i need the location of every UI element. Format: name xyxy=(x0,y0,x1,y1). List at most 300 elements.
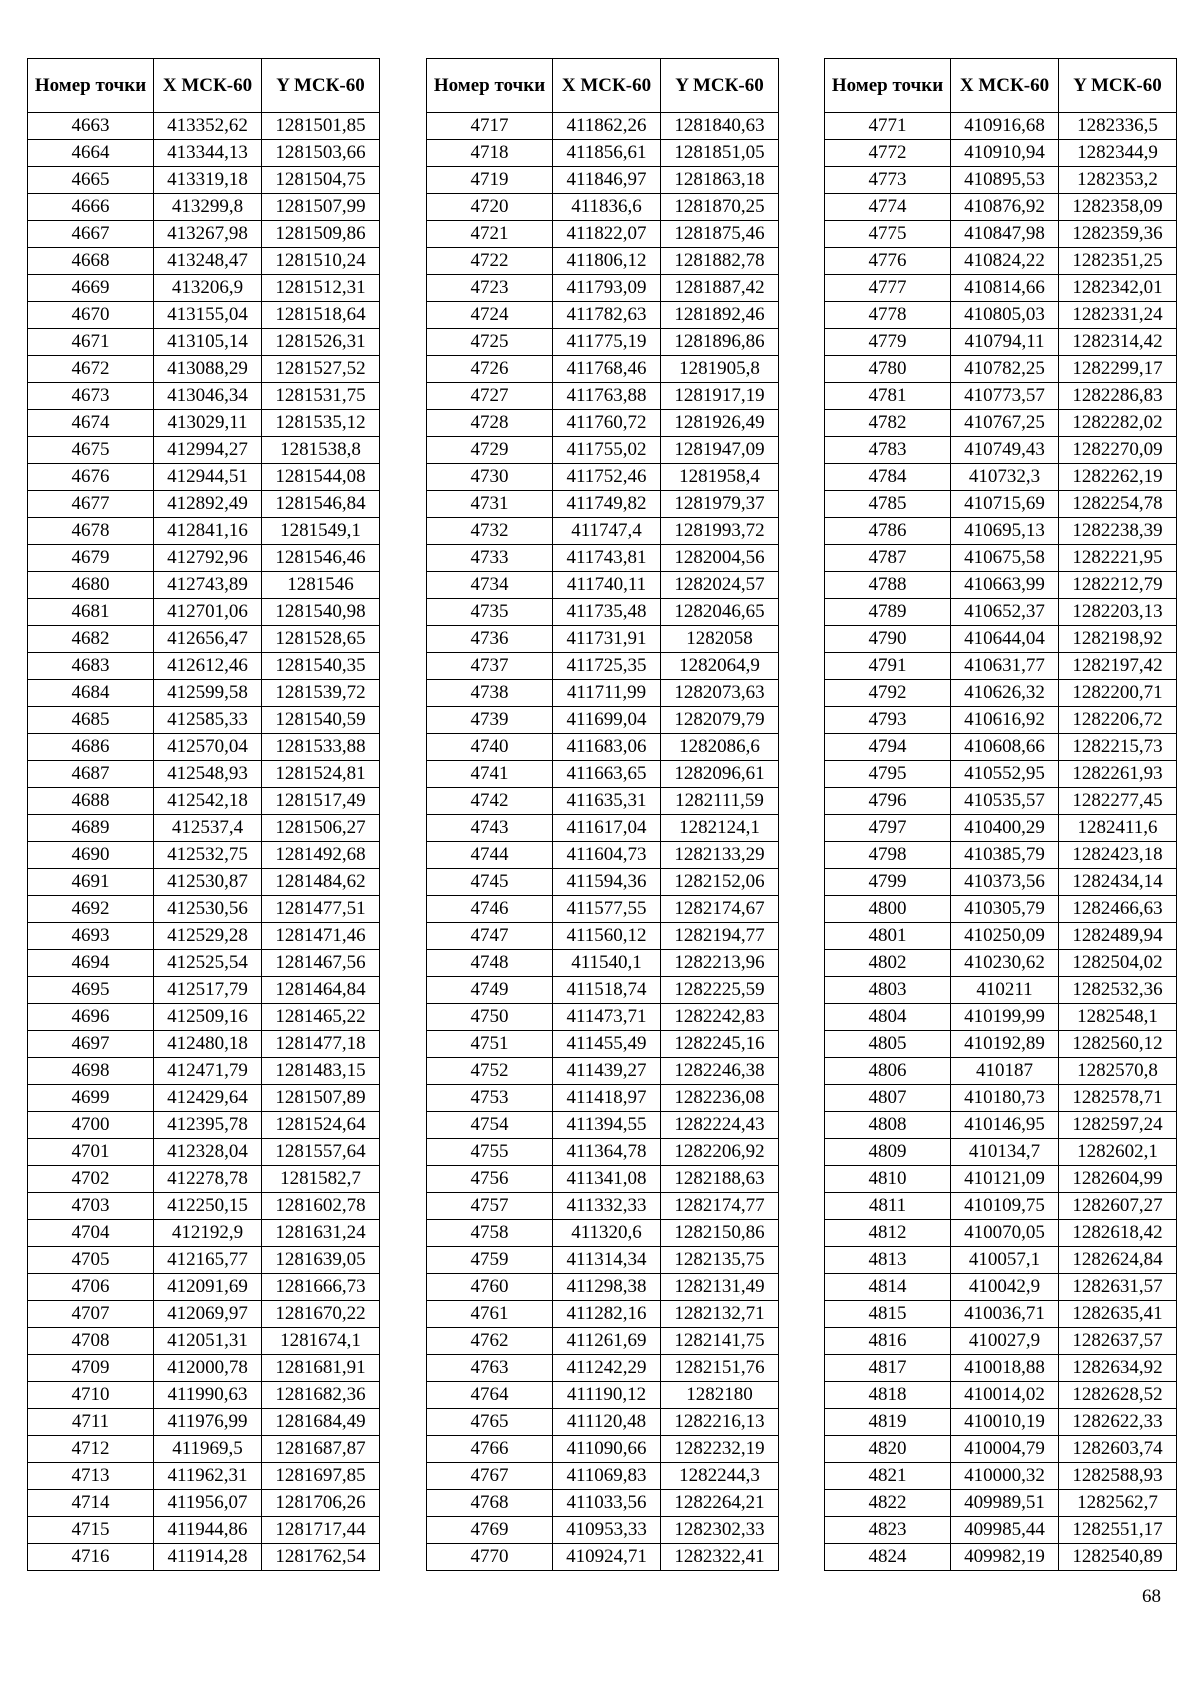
table-row xyxy=(825,977,1177,1004)
table-row xyxy=(28,383,380,410)
table-row xyxy=(427,1544,779,1571)
cell-x-coordinate: 412192,9 xyxy=(154,1220,262,1247)
cell-y-coordinate: 1282221,95 xyxy=(1059,545,1177,572)
cell-x-coordinate: 410876,92 xyxy=(951,194,1059,221)
cell-y-coordinate: 1281540,35 xyxy=(262,653,380,680)
cell-point-number: 4756 xyxy=(427,1166,553,1193)
table-row xyxy=(427,896,779,923)
table-row xyxy=(825,734,1177,761)
cell-y-coordinate: 1282073,63 xyxy=(661,680,779,707)
cell-point-number: 4667 xyxy=(28,221,154,248)
table-row xyxy=(825,1139,1177,1166)
table-row xyxy=(28,842,380,869)
cell-point-number: 4731 xyxy=(427,491,553,518)
table-row xyxy=(427,1328,779,1355)
cell-x-coordinate: 411699,04 xyxy=(553,707,661,734)
cell-point-number: 4753 xyxy=(427,1085,553,1112)
cell-y-coordinate: 1281557,64 xyxy=(262,1139,380,1166)
cell-point-number: 4774 xyxy=(825,194,951,221)
table-row xyxy=(28,545,380,572)
table-row xyxy=(427,734,779,761)
table-row xyxy=(427,1382,779,1409)
table-row xyxy=(427,815,779,842)
table-row xyxy=(28,1247,380,1274)
table-row xyxy=(825,1004,1177,1031)
cell-point-number: 4706 xyxy=(28,1274,154,1301)
table-row xyxy=(825,1409,1177,1436)
cell-x-coordinate: 412548,93 xyxy=(154,761,262,788)
cell-y-coordinate: 1282282,02 xyxy=(1059,410,1177,437)
table-row xyxy=(427,1112,779,1139)
table-row xyxy=(28,275,380,302)
cell-point-number: 4751 xyxy=(427,1031,553,1058)
cell-x-coordinate: 410782,25 xyxy=(951,356,1059,383)
cell-x-coordinate: 412892,49 xyxy=(154,491,262,518)
table-row xyxy=(28,1355,380,1382)
cell-x-coordinate: 412570,04 xyxy=(154,734,262,761)
table-body xyxy=(427,113,779,1571)
cell-point-number: 4790 xyxy=(825,626,951,653)
cell-x-coordinate: 412471,79 xyxy=(154,1058,262,1085)
table-row xyxy=(825,1301,1177,1328)
cell-point-number: 4780 xyxy=(825,356,951,383)
table-row xyxy=(28,1463,380,1490)
cell-x-coordinate: 413352,62 xyxy=(154,113,262,140)
header-x-coordinate: X МСК-60 xyxy=(553,59,661,113)
cell-x-coordinate: 410109,75 xyxy=(951,1193,1059,1220)
cell-y-coordinate: 1281631,24 xyxy=(262,1220,380,1247)
cell-x-coordinate: 410663,99 xyxy=(951,572,1059,599)
cell-y-coordinate: 1282004,56 xyxy=(661,545,779,572)
table-row xyxy=(427,1139,779,1166)
cell-y-coordinate: 1282314,42 xyxy=(1059,329,1177,356)
cell-x-coordinate: 411261,69 xyxy=(553,1328,661,1355)
cell-x-coordinate: 412091,69 xyxy=(154,1274,262,1301)
cell-x-coordinate: 413105,14 xyxy=(154,329,262,356)
cell-point-number: 4693 xyxy=(28,923,154,950)
table-row xyxy=(825,518,1177,545)
cell-y-coordinate: 1282242,83 xyxy=(661,1004,779,1031)
cell-point-number: 4720 xyxy=(427,194,553,221)
cell-y-coordinate: 1282197,42 xyxy=(1059,653,1177,680)
table-row xyxy=(427,869,779,896)
cell-x-coordinate: 411969,5 xyxy=(154,1436,262,1463)
cell-point-number: 4772 xyxy=(825,140,951,167)
cell-y-coordinate: 1282262,19 xyxy=(1059,464,1177,491)
cell-x-coordinate: 411033,56 xyxy=(553,1490,661,1517)
cell-x-coordinate: 412328,04 xyxy=(154,1139,262,1166)
cell-x-coordinate: 412530,87 xyxy=(154,869,262,896)
cell-y-coordinate: 1282215,73 xyxy=(1059,734,1177,761)
cell-y-coordinate: 1282024,57 xyxy=(661,572,779,599)
table-row xyxy=(825,437,1177,464)
cell-point-number: 4804 xyxy=(825,1004,951,1031)
table-row xyxy=(427,383,779,410)
cell-point-number: 4664 xyxy=(28,140,154,167)
cell-y-coordinate: 1282622,33 xyxy=(1059,1409,1177,1436)
cell-y-coordinate: 1282411,6 xyxy=(1059,815,1177,842)
cell-point-number: 4764 xyxy=(427,1382,553,1409)
cell-point-number: 4762 xyxy=(427,1328,553,1355)
cell-y-coordinate: 1282466,63 xyxy=(1059,896,1177,923)
table-row xyxy=(28,329,380,356)
cell-point-number: 4699 xyxy=(28,1085,154,1112)
cell-x-coordinate: 411069,83 xyxy=(553,1463,661,1490)
table-row xyxy=(28,1085,380,1112)
table-row xyxy=(28,896,380,923)
cell-point-number: 4763 xyxy=(427,1355,553,1382)
cell-x-coordinate: 411090,66 xyxy=(553,1436,661,1463)
cell-y-coordinate: 1282131,49 xyxy=(661,1274,779,1301)
cell-point-number: 4704 xyxy=(28,1220,154,1247)
cell-y-coordinate: 1281524,64 xyxy=(262,1112,380,1139)
cell-y-coordinate: 1281549,1 xyxy=(262,518,380,545)
cell-x-coordinate: 410027,9 xyxy=(951,1328,1059,1355)
cell-y-coordinate: 1281507,99 xyxy=(262,194,380,221)
cell-x-coordinate: 410004,79 xyxy=(951,1436,1059,1463)
cell-x-coordinate: 410535,57 xyxy=(951,788,1059,815)
table-row xyxy=(825,221,1177,248)
cell-y-coordinate: 1281518,64 xyxy=(262,302,380,329)
cell-y-coordinate: 1282152,06 xyxy=(661,869,779,896)
cell-y-coordinate: 1281540,98 xyxy=(262,599,380,626)
cell-y-coordinate: 1282096,61 xyxy=(661,761,779,788)
cell-x-coordinate: 412395,78 xyxy=(154,1112,262,1139)
cell-y-coordinate: 1282588,93 xyxy=(1059,1463,1177,1490)
cell-x-coordinate: 410916,68 xyxy=(951,113,1059,140)
cell-y-coordinate: 1282532,36 xyxy=(1059,977,1177,1004)
cell-point-number: 4746 xyxy=(427,896,553,923)
cell-x-coordinate: 412250,15 xyxy=(154,1193,262,1220)
cell-point-number: 4696 xyxy=(28,1004,154,1031)
cell-point-number: 4807 xyxy=(825,1085,951,1112)
cell-x-coordinate: 412743,89 xyxy=(154,572,262,599)
cell-y-coordinate: 1282194,77 xyxy=(661,923,779,950)
table-row xyxy=(825,113,1177,140)
cell-x-coordinate: 411540,1 xyxy=(553,950,661,977)
cell-y-coordinate: 1282607,27 xyxy=(1059,1193,1177,1220)
cell-y-coordinate: 1282353,2 xyxy=(1059,167,1177,194)
header-y-coordinate: Y МСК-60 xyxy=(661,59,779,113)
cell-x-coordinate: 410644,04 xyxy=(951,626,1059,653)
cell-x-coordinate: 411956,07 xyxy=(154,1490,262,1517)
cell-x-coordinate: 410616,92 xyxy=(951,707,1059,734)
cell-y-coordinate: 1282331,24 xyxy=(1059,302,1177,329)
table-row xyxy=(28,1220,380,1247)
cell-x-coordinate: 411976,99 xyxy=(154,1409,262,1436)
table-row xyxy=(28,437,380,464)
cell-x-coordinate: 410250,09 xyxy=(951,923,1059,950)
cell-point-number: 4687 xyxy=(28,761,154,788)
cell-point-number: 4759 xyxy=(427,1247,553,1274)
cell-point-number: 4767 xyxy=(427,1463,553,1490)
cell-x-coordinate: 412429,64 xyxy=(154,1085,262,1112)
cell-point-number: 4700 xyxy=(28,1112,154,1139)
cell-x-coordinate: 410824,22 xyxy=(951,248,1059,275)
cell-point-number: 4671 xyxy=(28,329,154,356)
cell-x-coordinate: 410732,3 xyxy=(951,464,1059,491)
table-row xyxy=(427,1166,779,1193)
cell-point-number: 4723 xyxy=(427,275,553,302)
table-row xyxy=(825,1544,1177,1571)
cell-y-coordinate: 1282232,19 xyxy=(661,1436,779,1463)
cell-y-coordinate: 1281926,49 xyxy=(661,410,779,437)
table-row xyxy=(28,1301,380,1328)
cell-y-coordinate: 1282224,43 xyxy=(661,1112,779,1139)
cell-y-coordinate: 1281905,8 xyxy=(661,356,779,383)
cell-x-coordinate: 411394,55 xyxy=(553,1112,661,1139)
table-row xyxy=(28,140,380,167)
table-row xyxy=(825,896,1177,923)
cell-y-coordinate: 1281681,91 xyxy=(262,1355,380,1382)
cell-y-coordinate: 1282635,41 xyxy=(1059,1301,1177,1328)
cell-point-number: 4692 xyxy=(28,896,154,923)
cell-x-coordinate: 410749,43 xyxy=(951,437,1059,464)
cell-y-coordinate: 1281546,84 xyxy=(262,491,380,518)
cell-y-coordinate: 1281467,56 xyxy=(262,950,380,977)
cell-point-number: 4778 xyxy=(825,302,951,329)
cell-point-number: 4770 xyxy=(427,1544,553,1571)
cell-x-coordinate: 411752,46 xyxy=(553,464,661,491)
cell-point-number: 4814 xyxy=(825,1274,951,1301)
cell-x-coordinate: 412841,16 xyxy=(154,518,262,545)
table-row xyxy=(28,1193,380,1220)
cell-x-coordinate: 409982,19 xyxy=(951,1544,1059,1571)
cell-y-coordinate: 1282058 xyxy=(661,626,779,653)
table-row xyxy=(427,518,779,545)
table-row xyxy=(28,194,380,221)
cell-point-number: 4823 xyxy=(825,1517,951,1544)
table-row xyxy=(427,1085,779,1112)
table-row xyxy=(427,1274,779,1301)
cell-y-coordinate: 1281507,89 xyxy=(262,1085,380,1112)
table-row xyxy=(28,653,380,680)
cell-x-coordinate: 412000,78 xyxy=(154,1355,262,1382)
table-row xyxy=(427,545,779,572)
cell-y-coordinate: 1281510,24 xyxy=(262,248,380,275)
cell-point-number: 4797 xyxy=(825,815,951,842)
cell-y-coordinate: 1281477,51 xyxy=(262,896,380,923)
cell-y-coordinate: 1282540,89 xyxy=(1059,1544,1177,1571)
cell-y-coordinate: 1281539,72 xyxy=(262,680,380,707)
cell-y-coordinate: 1281639,05 xyxy=(262,1247,380,1274)
cell-y-coordinate: 1282489,94 xyxy=(1059,923,1177,950)
table-row xyxy=(427,1220,779,1247)
table-row xyxy=(427,1517,779,1544)
cell-y-coordinate: 1282634,92 xyxy=(1059,1355,1177,1382)
cell-x-coordinate: 411594,36 xyxy=(553,869,661,896)
table-row xyxy=(825,302,1177,329)
cell-point-number: 4805 xyxy=(825,1031,951,1058)
table-row xyxy=(28,518,380,545)
cell-y-coordinate: 1281863,18 xyxy=(661,167,779,194)
cell-x-coordinate: 411763,88 xyxy=(553,383,661,410)
cell-x-coordinate: 412530,56 xyxy=(154,896,262,923)
cell-y-coordinate: 1282560,12 xyxy=(1059,1031,1177,1058)
cell-x-coordinate: 413299,8 xyxy=(154,194,262,221)
cell-y-coordinate: 1281717,44 xyxy=(262,1517,380,1544)
cell-y-coordinate: 1281538,8 xyxy=(262,437,380,464)
cell-x-coordinate: 412944,51 xyxy=(154,464,262,491)
cell-x-coordinate: 410180,73 xyxy=(951,1085,1059,1112)
cell-y-coordinate: 1281517,49 xyxy=(262,788,380,815)
cell-point-number: 4788 xyxy=(825,572,951,599)
cell-y-coordinate: 1282602,1 xyxy=(1059,1139,1177,1166)
cell-x-coordinate: 410675,58 xyxy=(951,545,1059,572)
cell-point-number: 4794 xyxy=(825,734,951,761)
cell-x-coordinate: 411822,07 xyxy=(553,221,661,248)
table-row xyxy=(427,410,779,437)
cell-point-number: 4750 xyxy=(427,1004,553,1031)
table-row xyxy=(825,1328,1177,1355)
cell-y-coordinate: 1282548,1 xyxy=(1059,1004,1177,1031)
table-row xyxy=(825,1085,1177,1112)
table-row xyxy=(825,788,1177,815)
cell-x-coordinate: 411806,12 xyxy=(553,248,661,275)
cell-point-number: 4740 xyxy=(427,734,553,761)
cell-y-coordinate: 1281706,26 xyxy=(262,1490,380,1517)
cell-x-coordinate: 410773,57 xyxy=(951,383,1059,410)
cell-y-coordinate: 1282174,67 xyxy=(661,896,779,923)
cell-x-coordinate: 411418,97 xyxy=(553,1085,661,1112)
table-row xyxy=(28,788,380,815)
cell-x-coordinate: 413206,9 xyxy=(154,275,262,302)
table-row xyxy=(427,194,779,221)
table-row xyxy=(28,1166,380,1193)
cell-y-coordinate: 1282135,75 xyxy=(661,1247,779,1274)
cell-x-coordinate: 411663,65 xyxy=(553,761,661,788)
cell-x-coordinate: 410895,53 xyxy=(951,167,1059,194)
cell-point-number: 4736 xyxy=(427,626,553,653)
table-row xyxy=(28,1058,380,1085)
cell-y-coordinate: 1282200,71 xyxy=(1059,680,1177,707)
cell-x-coordinate: 411314,34 xyxy=(553,1247,661,1274)
cell-point-number: 4701 xyxy=(28,1139,154,1166)
header-point-number: Номер точки xyxy=(825,59,951,113)
cell-point-number: 4672 xyxy=(28,356,154,383)
cell-x-coordinate: 412537,4 xyxy=(154,815,262,842)
cell-point-number: 4747 xyxy=(427,923,553,950)
cell-x-coordinate: 411298,38 xyxy=(553,1274,661,1301)
cell-point-number: 4743 xyxy=(427,815,553,842)
table-row xyxy=(427,329,779,356)
table-row xyxy=(427,356,779,383)
cell-y-coordinate: 1281526,31 xyxy=(262,329,380,356)
table-row xyxy=(825,1490,1177,1517)
table-header-row xyxy=(825,59,1177,113)
cell-point-number: 4735 xyxy=(427,599,553,626)
table-row xyxy=(825,950,1177,977)
table-row xyxy=(825,194,1177,221)
cell-y-coordinate: 1282064,9 xyxy=(661,653,779,680)
table-row xyxy=(28,1517,380,1544)
cell-y-coordinate: 1282213,96 xyxy=(661,950,779,977)
table-row xyxy=(825,1382,1177,1409)
table-row xyxy=(825,248,1177,275)
table-row xyxy=(825,1058,1177,1085)
cell-x-coordinate: 411439,27 xyxy=(553,1058,661,1085)
cell-y-coordinate: 1282270,09 xyxy=(1059,437,1177,464)
cell-x-coordinate: 413088,29 xyxy=(154,356,262,383)
cell-x-coordinate: 410121,09 xyxy=(951,1166,1059,1193)
cell-point-number: 4697 xyxy=(28,1031,154,1058)
table-row xyxy=(825,140,1177,167)
cell-x-coordinate: 411120,48 xyxy=(553,1409,661,1436)
table-row xyxy=(427,788,779,815)
cell-y-coordinate: 1282245,16 xyxy=(661,1031,779,1058)
table-row xyxy=(825,1031,1177,1058)
cell-y-coordinate: 1282504,02 xyxy=(1059,950,1177,977)
cell-x-coordinate: 410187 xyxy=(951,1058,1059,1085)
cell-y-coordinate: 1281917,19 xyxy=(661,383,779,410)
cell-x-coordinate: 410695,13 xyxy=(951,518,1059,545)
cell-x-coordinate: 410910,94 xyxy=(951,140,1059,167)
cell-y-coordinate: 1282322,41 xyxy=(661,1544,779,1571)
table-row xyxy=(825,1355,1177,1382)
table-row xyxy=(28,113,380,140)
cell-x-coordinate: 410014,02 xyxy=(951,1382,1059,1409)
cell-x-coordinate: 409989,51 xyxy=(951,1490,1059,1517)
cell-point-number: 4803 xyxy=(825,977,951,1004)
cell-point-number: 4777 xyxy=(825,275,951,302)
cell-x-coordinate: 413267,98 xyxy=(154,221,262,248)
cell-point-number: 4686 xyxy=(28,734,154,761)
cell-point-number: 4726 xyxy=(427,356,553,383)
table-row xyxy=(427,1436,779,1463)
cell-y-coordinate: 1281882,78 xyxy=(661,248,779,275)
table-row xyxy=(427,302,779,329)
cell-point-number: 4748 xyxy=(427,950,553,977)
cell-y-coordinate: 1281527,52 xyxy=(262,356,380,383)
cell-y-coordinate: 1281993,72 xyxy=(661,518,779,545)
table-row xyxy=(28,572,380,599)
cell-y-coordinate: 1281509,86 xyxy=(262,221,380,248)
cell-y-coordinate: 1282562,7 xyxy=(1059,1490,1177,1517)
table-row xyxy=(28,1409,380,1436)
table-row xyxy=(427,950,779,977)
table-row xyxy=(427,464,779,491)
cell-x-coordinate: 411836,6 xyxy=(553,194,661,221)
table-row xyxy=(825,815,1177,842)
cell-point-number: 4789 xyxy=(825,599,951,626)
table-row xyxy=(825,1463,1177,1490)
cell-x-coordinate: 411332,33 xyxy=(553,1193,661,1220)
table-row xyxy=(28,491,380,518)
cell-point-number: 4733 xyxy=(427,545,553,572)
cell-point-number: 4705 xyxy=(28,1247,154,1274)
cell-y-coordinate: 1281528,65 xyxy=(262,626,380,653)
cell-x-coordinate: 410794,11 xyxy=(951,329,1059,356)
table-row xyxy=(28,626,380,653)
table-row xyxy=(28,599,380,626)
cell-point-number: 4811 xyxy=(825,1193,951,1220)
cell-point-number: 4730 xyxy=(427,464,553,491)
cell-x-coordinate: 412994,27 xyxy=(154,437,262,464)
table-row xyxy=(28,1139,380,1166)
cell-point-number: 4785 xyxy=(825,491,951,518)
cell-point-number: 4816 xyxy=(825,1328,951,1355)
table-row xyxy=(825,491,1177,518)
cell-point-number: 4784 xyxy=(825,464,951,491)
table-row xyxy=(427,1463,779,1490)
cell-x-coordinate: 410608,66 xyxy=(951,734,1059,761)
cell-y-coordinate: 1281979,37 xyxy=(661,491,779,518)
cell-point-number: 4776 xyxy=(825,248,951,275)
cell-point-number: 4818 xyxy=(825,1382,951,1409)
cell-x-coordinate: 411846,97 xyxy=(553,167,661,194)
table-row xyxy=(427,437,779,464)
cell-y-coordinate: 1282434,14 xyxy=(1059,869,1177,896)
